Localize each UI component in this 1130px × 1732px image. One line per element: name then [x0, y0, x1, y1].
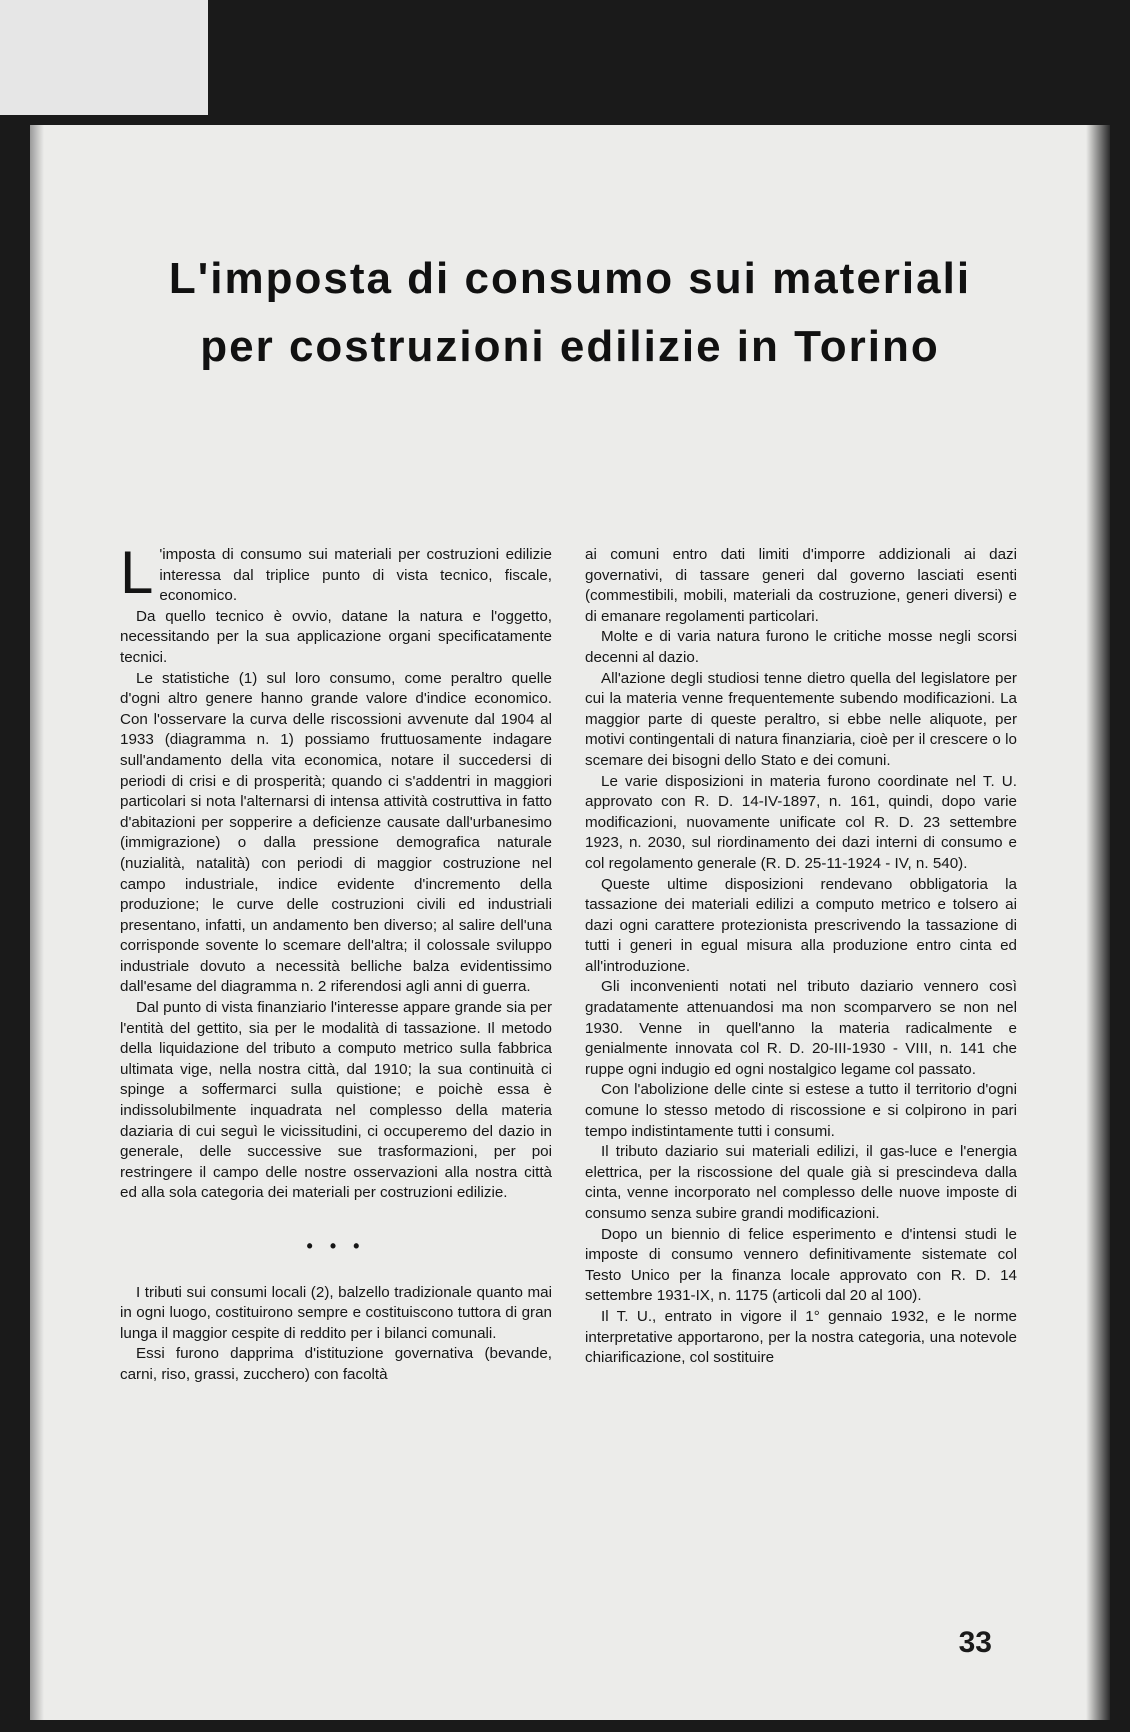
- paragraph: All'azione degli studiosi tenne dietro quella del legislatore per cui la materia venne frequentemente subendo modificazioni. La maggior parte di queste peraltro, si ebbe nelle aliquote, per motivi contingentali di natura finanziaria, cioè per il crescere o lo scemare dei bisogni dello Stato e dei comuni.: [585, 669, 1017, 769]
- page-number: 33: [958, 1626, 992, 1659]
- title-line-2: per costruzioni edilizie in Torino: [200, 322, 940, 371]
- paragraph: Dopo un biennio di felice esperimento e d'intensi studi le imposte di consumo vennero definitivamente sistemate col Testo Unico per la finanza locale approvato con R. D. 14 settembre 1931-IX, n. 1175 (articoli dal 20 al 100).: [585, 1225, 1017, 1305]
- section-separator: • • •: [306, 1236, 366, 1256]
- paragraph: Dal punto di vista finanziario l'interesse appare grande sia per l'entità del gettito, sia per le modalità di tassazione. Il metodo della liquidazione del tributo a computo metrico sulla fabbrica ultimata vige, nella nostra città, dal 1910; la sua continuità ci spinge a soffermarci sulla quistione; e poichè essa è indissolubilmente inquadrata nel complesso della materia daziaria di cui seguì le vicissitudini, ci occuperemo del dazio in generale, delle successive sue trasformazioni, per poi restringere il campo delle nostre osservazioni alla nostra città ed alla sola categoria dei materiali per costruzioni edilizie.: [120, 999, 552, 1202]
- paragraph: Con l'abolizione delle cinte si estese a tutto il territorio d'ogni comune lo stesso metodo di riscossione e si colpirono in pari tempo indistintamente tutti i consumi.: [585, 1081, 1017, 1140]
- paragraph: Molte e di varia natura furono le critiche mosse negli scorsi decenni al dazio.: [585, 628, 1017, 666]
- paragraph: Da quello tecnico è ovvio, datane la natura e l'oggetto, necessitando per la sua applicazione organi specificatamente tecnici.: [120, 607, 552, 666]
- paragraph: Queste ultime disposizioni rendevano obbligatoria la tassazione dei materiali edilizi a computo metrico e tolsero ai dazi ogni carattere protezionista prescrivendo la tassazione di tutti i generi in egual misura alla produzione entro cinta ed all'introduzione.: [585, 875, 1017, 975]
- paragraph: [120, 539, 552, 607]
- background-light-corner: [0, 0, 208, 115]
- paragraph: Le statistiche (1) sul loro consumo, come peraltro quelle d'ogni altro genere hanno grande valore d'indice economico. Con l'osservare la curva delle riscossioni avvenute dal 1904 al 1933 (diagramma n. 1) possiamo fruttuosamente indagare sull'andamento della vita economica, notare il succedersi di periodi di crisi e di prosperità; quando ci s'addentri in maggiori particolari si nota l'alternarsi di intensa attività costruttiva in fatto d'abitazioni per sopperire a deficienze causate dall'urbanesimo (immigrazione) o dalla pressione demografica naturale (nuzialità, natalità) con periodi di maggior costruzione nel campo industriale, indice evidente d'incremento della produzione; le curve delle costruzioni civili ed industriali presentano, infatti, un andamento ben diverso; al salire dell'una corrisponde sovente lo scemare dell'altra; il colossale sviluppo industriale dovuto a necessità belliche balza evidentissimo dall'esame del diagramma n. 2 riferendosi agli anni di guerra.: [120, 669, 552, 996]
- page-edge-shadow: [1086, 125, 1110, 1720]
- paragraph: Il T. U., entrato in vigore il 1° gennaio 1932, e le norme interpretative apportarono, per la nostra categoria, una notevole chiarificazione, col sostituire: [585, 1307, 1017, 1367]
- document-page: [30, 125, 1110, 1720]
- paragraph: Il tributo daziario sui materiali edilizi, il gas-luce e l'energia elettrica, per la riscossione del quale già si prescindeva dalla cinta, venne incorporato nel complesso delle nuove imposte di consumo senza subire grandi modificazioni.: [585, 1143, 1017, 1222]
- paragraph: Essi furono dapprima d'istituzione governativa (bevande, carni, riso, grassi, zucchero) con facoltà: [120, 1345, 552, 1383]
- left-column: [120, 539, 552, 1386]
- paragraph-text: 'imposta di consumo sui materiali per costruzioni edilizie interessa dal triplice punto di vista tecnico, fiscale, economico.: [159, 546, 552, 605]
- paragraph: I tributi sui consumi locali (2), balzello tradizionale quanto mai in ogni luogo, costituirono sempre e costituiscono tuttora di gran lunga il maggior cespite di reddito per i bilanci comunali.: [120, 1283, 552, 1342]
- paragraph: Gli inconvenienti notati nel tributo daziario vennero così gradatamente attenuandosi ma non scomparvero se non nel 1930. Venne in quell'anno la materia radicalmente e genialmente innovata col R. D. 20-III-1930 - VIII, n. 141 che ruppe ogni indugio ed ogni nostalgico legame col passato.: [585, 978, 1017, 1078]
- paragraph: Le varie disposizioni in materia furono coordinate nel T. U. approvato con R. D. 14-IV-1897, n. 161, quindi, dopo varie modificazioni, nuovamente unificate col R. D. 23 settembre 1923, n. 2030, sul riordinamento dei dazi interni di consumo e col regolamento generale (R. D. 25-11-1924 - IV, n. 540).: [585, 772, 1017, 872]
- right-column: [585, 545, 1017, 1369]
- paragraph: ai comuni entro dati limiti d'imporre addizionali ai dazi governativi, di tassare generi dal governo lasciati esenti (commestibili, mobili, materiali da costruzione, generi diversi) e di emanare regolamenti particolari.: [585, 546, 1017, 625]
- title-line-1: L'imposta di consumo sui materiali: [168, 254, 972, 303]
- drop-cap: L: [120, 539, 154, 606]
- article-title: [30, 245, 1110, 381]
